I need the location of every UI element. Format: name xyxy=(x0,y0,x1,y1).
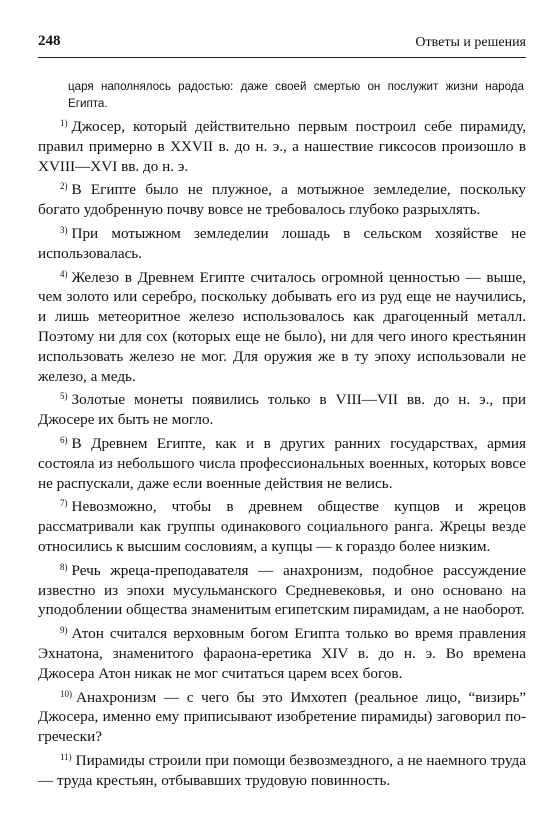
note-text: Атон считался верховным богом Египта только во время правления Эхнатона, знаменитого фараона-еретика XIV в. до н. э. Во времена Джосера Атон никак не мог считаться царем всех богов. xyxy=(38,625,526,682)
note-number: 8) xyxy=(60,561,68,572)
note-number: 9) xyxy=(60,625,68,636)
note-1 xyxy=(38,114,526,176)
note-3 xyxy=(38,221,526,264)
note-text: В Древнем Египте, как и в других ранних государствах, армия состояла из небольшого числа профессиональных военных, которых вовсе не распускали, даже если военные действия не велись. xyxy=(38,434,526,492)
note-text: Анахронизм — с чего бы это Имхотеп (реальное лицо, “визирь” Джосера, именно ему приписывают изобретение пирамиды) заговорил по-гречески? xyxy=(38,688,526,746)
note-number: 5) xyxy=(60,391,68,402)
note-number: 11) xyxy=(60,751,72,762)
note-text: В Египте было не плужное, а мотыжное земледелие, поскольку богато удобренную почву вовсе не требовалось глубоко разрыхлять. xyxy=(38,181,526,219)
note-7 xyxy=(38,494,526,556)
note-number: 6) xyxy=(60,434,68,445)
note-number: 7) xyxy=(60,498,68,509)
page-number: 248 xyxy=(38,33,61,49)
note-2 xyxy=(38,177,526,220)
running-title: Ответы и решения xyxy=(415,35,526,50)
answer-notes xyxy=(38,114,526,792)
note-4 xyxy=(38,265,526,387)
note-8 xyxy=(38,558,526,620)
note-5 xyxy=(38,387,526,430)
continued-paragraph: царя наполнялось радостью: даже своей смертью он послужит жизни народа Египта. xyxy=(68,79,524,111)
note-10 xyxy=(38,685,526,747)
note-number: 10) xyxy=(60,688,72,699)
note-text: Железо в Древнем Египте считалось огромной ценностью — выше, чем золото или серебро, поскольку добывать его из руд еще не научились, и лишь метеоритное железо использовалось как драгоценный металл. Поэтому ни для сох (которых еще не было), ни для чего иного крестьянин использовать железо не мог. Для оружия же в ту эпоху использовали не железо, а медь. xyxy=(38,268,526,385)
note-text: Пирамиды строили при помощи безвозмездного, а не наемного труда — труда крестьян, отбывавших трудовую повинность. xyxy=(38,751,526,789)
note-text: Невозможно, чтобы в древнем обществе купцов и жрецов рассматривали как группы одинакового социального ранга. Жрецы везде относились к высшим сословиям, а купцы — к гораздо более низким. xyxy=(38,498,526,555)
note-text: Речь жреца-преподавателя — анахронизм, подобное рассуждение известно из эпохи мусульманского Средневековья, и оно основано на уподоблении общества знаменитым египетским пирамидам, а не наоборот. xyxy=(38,561,526,619)
note-number: 2) xyxy=(60,181,68,192)
note-number: 3) xyxy=(60,224,68,235)
note-text: При мотыжном земледелии лошадь в сельском хозяйстве не использовалась. xyxy=(38,224,526,262)
note-6 xyxy=(38,431,526,493)
note-number: 1) xyxy=(60,118,68,128)
note-text: Золотые монеты появились только в VIII—VII вв. до н. э., при Джосере их быть не могло. xyxy=(38,391,526,429)
note-text: Джосер, который действительно первым построил себе пирамиду, правил примерно в XXVII в. до н. э., а нашествие гиксосов произошло в XVIII—XVI вв. до н. э. xyxy=(38,118,526,175)
note-11 xyxy=(38,748,526,791)
page-header xyxy=(38,33,526,58)
note-9 xyxy=(38,621,526,683)
note-number: 4) xyxy=(60,268,68,279)
